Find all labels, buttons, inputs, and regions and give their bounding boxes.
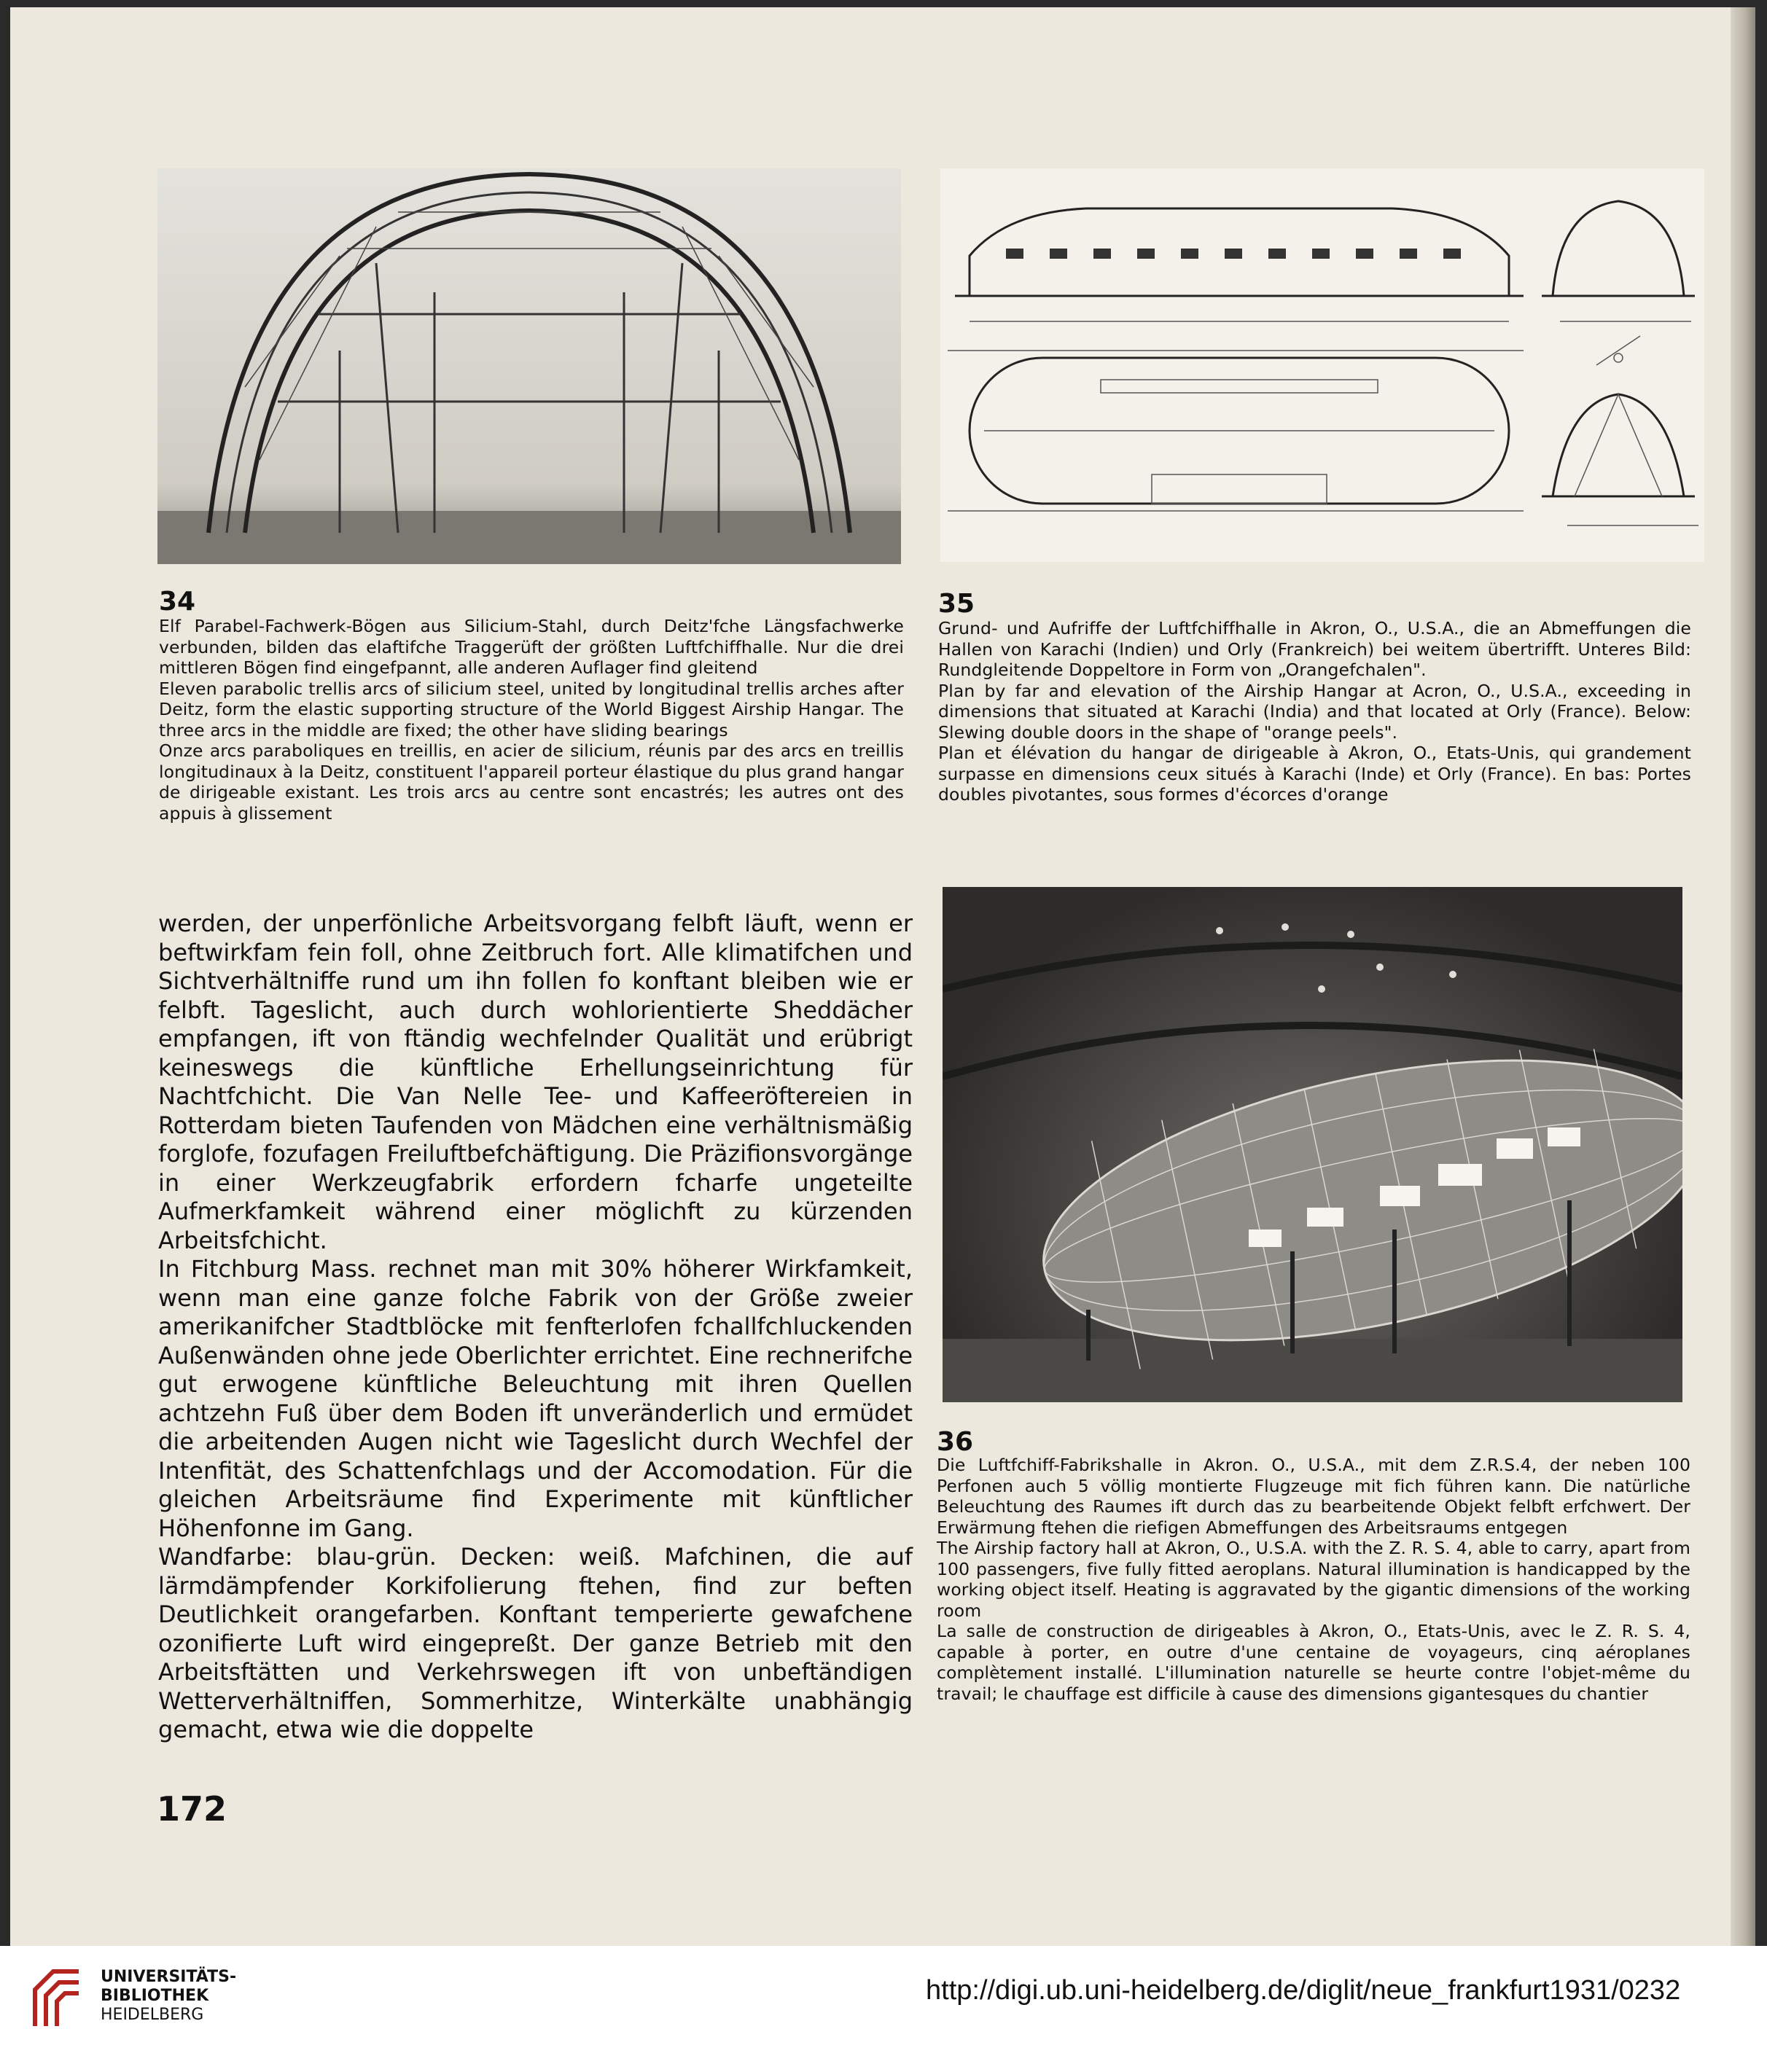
body-paragraph-2: In Fitchburg Mass. rechnet man mit 30% höherer Wirkfamkeit, wenn man eine ganze folche Fabrik von der Größe zweier amerikanifcher Stadtblöcke mit fenfterlofen fchallfchluckenden Außenwänden ohne jede Oberlichter errichtet. Eine rechnerifche gut erwogene künftliche Beleuchtung mit ihren Quellen achtzehn Fuß über dem Boden ift unveränderlich und ermüdet die arbeitenden Augen nicht wie Tageslicht durch Wechfel der Intenfität, des Schattenfchlags und der Accomodation. Für die gleichen Arbeitsräume find Experimente mit künftlicher Höhenfonne im Gang. (158, 1255, 913, 1542)
arch-truss-drawing (157, 168, 901, 564)
caption-34-fr: Onze arcs paraboliques en treillis, en acier de silicium, réunis par des arcs en treillis longitudinaux à la Deitz, constituent l'appareil porteur élastique du plus grand hangar de dirigeable existant. Les trois arcs au centre sont encastrés; les autres ont des appuis à glissement (159, 740, 904, 824)
caption-36-fr: La salle de construction de dirigeables à Akron, O., Etats-Unis, avec le Z. R. S. 4, capable à porter, en outre d'une centaine de voyageurs, cinq aéroplanes complètement installé. L'illumination naturelle se heurte contre l'objet-même du travail; le chauffage est difficile à cause des dimensions gigantesques du chantier (937, 1621, 1690, 1704)
drawing-hangar-plan-elevation (940, 168, 1704, 562)
page-number: 172 (157, 1789, 227, 1829)
hangar-blueprint (940, 168, 1704, 562)
caption-34-en: Eleven parabolic trellis arcs of silicium steel, united by longitudinal trellis arches after Deitz, form the elastic supporting structure of the World Biggest Airship Hangar. The three arcs in the middle are fixed; the other have sliding bearings (159, 678, 904, 740)
caption-36-de: Die Luftfchiff-Fabrikshalle in Akron. O., U.S.A., mit dem Z.R.S.4, der neben 100 Perfonen auch 5 völlig montierte Flugzeuge mit fich führen kann. Die natürliche Beleuchtung des Raumes ift durch das zu bearbeitende Objekt felbft erfchwert. Der Erwärmung ftehen die riefigen Abmeffungen des Arbeitsraums entgegen (937, 1455, 1690, 1538)
body-paragraph-3: Wandfarbe: blau-grün. Decken: weiß. Mafchinen, die auf lärmdämpfender Korkifolierung ftehen, find zur beften Deutlichkeit orangefarben. Konftant temperierte gewafchene ozonifierte Luft wird eingepreßt. Der ganze Betrieb mit den Arbeitsftätten und Verkehrswegen ift von unbeftändigen Wetterverhältniffen, Sommerhitze, Winterkälte unabhängig gemacht, etwa wie die doppelte (158, 1543, 913, 1743)
page-edge (1731, 7, 1755, 1946)
caption-36 (937, 1455, 1690, 1704)
library-name-line1: UNIVERSITÄTS- (101, 1968, 237, 1986)
caption-35 (938, 618, 1691, 805)
airship-hangar-drawing (943, 887, 1682, 1402)
library-footer (0, 1946, 1767, 2072)
body-text (158, 910, 913, 1745)
library-name-line2: BIBLIOTHEK (101, 1987, 209, 2005)
caption-35-en: Plan by far and elevation of the Airship Hangar at Acron, O., U.S.A., exceeding in dimensions that situated at Karachi (India) and that located at Orly (France). Below: Slewing double doors in the shape of "orange peels". (938, 680, 1691, 743)
caption-35-de: Grund- und Aufriffe der Luftfchiffhalle in Akron, O., U.S.A., die an Abmeffungen die Hallen von Karachi (Indien) und Orly (Frankreich) bei weitem übertrifft. Unteres Bild: Rundgleitende Doppeltore in Form von „Orangefchalen". (938, 618, 1691, 680)
source-url-link[interactable]: http://digi.ub.uni-heidelberg.de/diglit/neue_frankfurt1931/0232 (926, 1975, 1681, 2006)
photo-arch-construction (157, 168, 901, 564)
photo-airship-in-hangar (943, 887, 1682, 1402)
figure-number-36: 36 (937, 1427, 974, 1457)
caption-34-de: Elf Parabel-Fachwerk-Bögen aus Silicium-Stahl, durch Deitz'fche Längsfachwerke verbunden, bilden das elaftifche Traggerüft der größten Luftfchiffhalle. Nur die drei mittleren Bögen find eingefpannt, alle anderen Auflager find gleitend (159, 616, 904, 678)
caption-34 (159, 616, 904, 824)
library-name-line3: HEIDELBERG (101, 2006, 204, 2024)
library-logo-icon (20, 1960, 93, 2033)
figure-number-34: 34 (159, 587, 196, 617)
caption-36-en: The Airship factory hall at Akron, O., U.S.A. with the Z. R. S. 4, able to carry, apart from 100 passengers, five fully fitted aeroplans. Natural illumination is handicapped by the working object itself. Heating is aggravated by the gigantic dimensions of the working room (937, 1538, 1690, 1621)
figure-number-35: 35 (938, 589, 975, 619)
library-name (101, 1968, 236, 2025)
caption-35-fr: Plan et élévation du hangar de dirigeable à Akron, O., Etats-Unis, qui grandement surpasse en dimensions ceux situés à Karachi (Inde) et Orly (France). En bas: Portes doubles pivotantes, sous formes d'écorces d'orange (938, 743, 1691, 805)
body-paragraph-1: werden, der unperfönliche Arbeitsvorgang felbft läuft, wenn er beftwirkfam fein foll, ohne Zeitbruch fort. Alle klimatifchen und Sichtverhältniffe rund um ihn follen fo konftant bleiben wie er felbft. Tageslicht, auch durch wohlorientierte Sheddächer empfangen, ift von ftändig wechfelnder Qualität und erübrigt keineswegs die künftliche Erhellungseinrichtung für Nachtfchicht. Die Van Nelle Tee- und Kaffeeröftereien in Rotterdam bieten Taufenden von Mädchen eine verhältnismäßig forglofe, fozufagen Freiluftbefchäftigung. Die Präzifionsvorgänge in einer Werkzeugfabrik erfordern fcharfe ungeteilte Aufmerkfamkeit während einer möglichft zu kürzenden Arbeitsfchicht. (158, 910, 913, 1254)
